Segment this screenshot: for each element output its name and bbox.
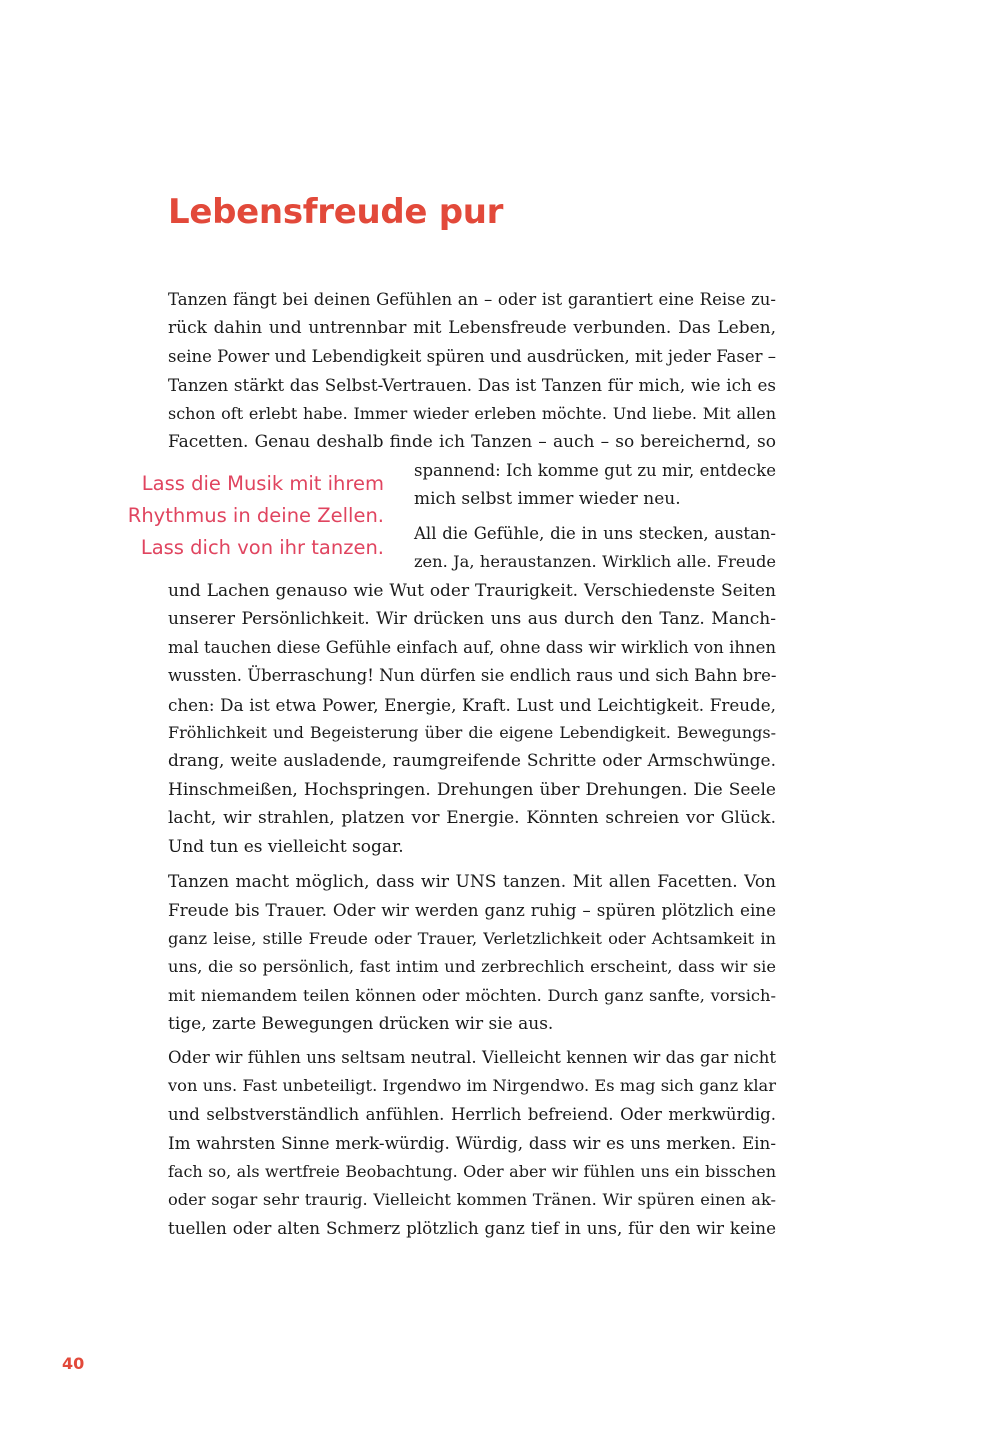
text-line: Und tun es vielleicht sogar. [168,836,404,857]
text-line: Im wahrsten Sinne merk-würdig. Würdig, dass wir es uns merken. Ein- [168,1133,776,1154]
pull-quote-line: Lass die Musik mit ihrem [141,472,384,495]
text-line: unserer Persönlichkeit. Wir drücken uns aus durch den Tanz. Manch- [168,609,776,630]
text-line: uns, die so persönlich, fast intim und zerbrechlich erscheint, dass wir sie [168,957,776,977]
text-line: ganz leise, stille Freude oder Trauer, Verletzlichkeit oder Achtsamkeit in [168,928,776,948]
text-line: All die Gefühle, die in uns stecken, austan- [414,524,776,543]
text-line: drang, weite ausladende, raumgreifende Schritte oder Armschwünge. [168,751,776,772]
paragraph-2-full [168,577,776,861]
text-line: schon oft erlebt habe. Immer wieder erleben möchte. Und liebe. Mit allen [168,403,776,423]
text-line: von uns. Fast unbeteiligt. Irgendwo im Nirgendwo. Es mag sich ganz klar [168,1076,776,1096]
paragraph-3 [168,868,776,1038]
paragraph-4 [168,1044,776,1243]
text-line: Facetten. Genau deshalb finde ich Tanzen – auch – so bereichernd, so [168,432,776,453]
pull-quote-line: Lass dich von ihr tanzen. [140,536,384,559]
page-title: Lebensfreude pur [168,192,504,232]
text-line: spannend: Ich komme gut zu mir, entdecke [414,461,776,480]
text-line: wussten. Überraschung! Nun dürfen sie endlich raus und sich Bahn bre- [168,666,777,686]
text-line: mit niemandem teilen können oder möchten. Durch ganz sanfte, vorsich- [168,985,776,1005]
text-line: und selbstverständlich anfühlen. Herrlich befreiend. Oder merkwürdig. [168,1104,776,1124]
text-line: rück dahin und untrennbar mit Lebensfreude verbunden. Das Leben, [168,318,776,339]
paragraph-1-top [168,286,776,456]
paragraph-1-narrow [414,457,776,514]
text-line: oder sogar sehr traurig. Vielleicht kommen Tränen. Wir spüren einen ak- [168,1190,776,1210]
text-line: Tanzen stärkt das Selbst-Vertrauen. Das ist Tanzen für mich, wie ich es [168,375,776,396]
text-line: Tanzen macht möglich, dass wir UNS tanzen. Mit allen Facetten. Von [168,872,776,892]
text-line: Freude bis Trauer. Oder wir werden ganz ruhig – spüren plötzlich eine [168,900,776,921]
text-line: Oder wir fühlen uns seltsam neutral. Vielleicht kennen wir das gar nicht [168,1048,776,1067]
text-line: tuellen oder alten Schmerz plötzlich ganz tief in uns, für den wir keine [168,1218,776,1239]
text-line: Fröhlichkeit und Begeisterung über die eigene Lebendigkeit. Bewegungs- [168,723,776,743]
page-number: 40 [62,1354,85,1373]
text-line: mal tauchen diese Gefühle einfach auf, ohne dass wir wirklich von ihnen [168,637,776,657]
text-line: mich selbst immer wieder neu. [414,489,681,510]
text-line: Hinschmeißen, Hochspringen. Drehungen über Drehungen. Die Seele [168,779,776,800]
text-line: chen: Da ist etwa Power, Energie, Kraft. Lust und Leichtigkeit. Freude, [168,694,776,715]
text-line: zen. Ja, heraustanzen. Wirklich alle. Freude [414,552,776,572]
text-line: tige, zarte Bewegungen drücken wir sie aus. [168,1014,554,1035]
pull-quote-line: Rhythmus in deine Zellen. [127,504,384,527]
text-line: fach so, als wertfreie Beobachtung. Oder aber wir fühlen uns ein bisschen [168,1161,776,1181]
pull-quote [110,468,384,564]
text-line: und Lachen genauso wie Wut oder Traurigkeit. Verschiedenste Seiten [168,581,776,601]
text-line: Tanzen fängt bei deinen Gefühlen an – oder ist garantiert eine Reise zu- [168,290,776,309]
text-line: seine Power und Lebendigkeit spüren und ausdrücken, mit jeder Faser – [168,346,776,366]
paragraph-2-narrow [414,520,776,577]
text-line: lacht, wir strahlen, platzen vor Energie. Könnten schreien vor Glück. [168,808,776,829]
